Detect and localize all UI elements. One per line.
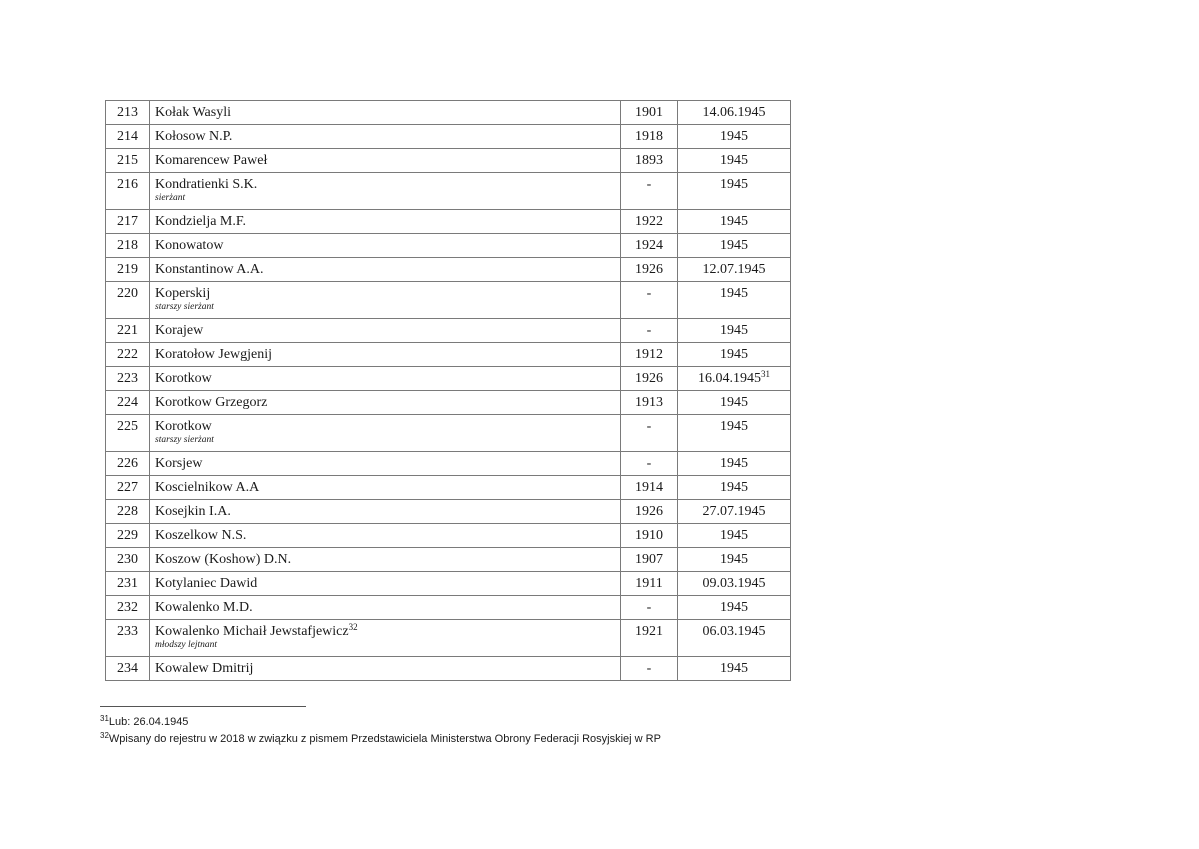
table-row: [106, 572, 791, 596]
table-row: [106, 500, 791, 524]
person-name: Kołosow N.P.: [155, 129, 233, 144]
table-row: [106, 343, 791, 367]
death-date-cell: [678, 282, 791, 319]
person-name: Kosejkin I.A.: [155, 504, 231, 519]
person-name: Kotylaniec Dawid: [155, 576, 258, 591]
death-date-cell: [678, 391, 791, 415]
birth-year-cell: -: [621, 596, 678, 620]
death-date: 1945: [720, 286, 748, 301]
death-date: 1945: [720, 129, 748, 144]
footnote-text: Lub: 26.04.1945: [108, 716, 189, 728]
birth-year-cell: 1918: [621, 125, 678, 149]
table-body: [106, 101, 791, 681]
table-row: [106, 476, 791, 500]
name-cell: [150, 524, 621, 548]
row-number-cell: 228: [106, 500, 150, 524]
person-name: Koperskij: [155, 286, 211, 301]
death-date: 1945: [720, 214, 748, 229]
death-date-cell: [678, 572, 791, 596]
death-date-cell: [678, 452, 791, 476]
birth-year-cell: 1926: [621, 500, 678, 524]
burial-register-table: [105, 100, 791, 681]
death-date-cell: [678, 234, 791, 258]
death-date: 14.06.1945: [702, 105, 766, 120]
birth-year-cell: -: [621, 657, 678, 681]
birth-year-cell: -: [621, 282, 678, 319]
row-number-cell: 233: [106, 620, 150, 657]
person-name: Kowalew Dmitrij: [155, 661, 254, 676]
name-cell: [150, 125, 621, 149]
person-name: Koszelkow N.S.: [155, 528, 247, 543]
death-date-cell: [678, 657, 791, 681]
death-date: 1945: [720, 323, 748, 338]
birth-year-cell: -: [621, 319, 678, 343]
death-date: 1945: [720, 177, 748, 192]
footnote-mark: 32: [100, 731, 109, 740]
birth-year-cell: 1922: [621, 210, 678, 234]
row-number-cell: 221: [106, 319, 150, 343]
birth-year-cell: 1911: [621, 572, 678, 596]
birth-year-cell: -: [621, 173, 678, 210]
row-number-cell: 231: [106, 572, 150, 596]
row-number-cell: 218: [106, 234, 150, 258]
row-number-cell: 213: [106, 101, 150, 125]
row-number-cell: 220: [106, 282, 150, 319]
military-rank: starszy sierżant: [155, 435, 214, 445]
person-name: Konstantinow A.A.: [155, 262, 264, 277]
death-date-cell: [678, 319, 791, 343]
name-cell: [150, 319, 621, 343]
name-cell: [150, 101, 621, 125]
military-rank: młodszy lejtnant: [155, 640, 218, 650]
table-row: [106, 452, 791, 476]
row-number-cell: 234: [106, 657, 150, 681]
row-number-cell: 230: [106, 548, 150, 572]
death-date: 1945: [720, 419, 748, 434]
name-cell: [150, 572, 621, 596]
table-row: [106, 234, 791, 258]
name-cell: [150, 476, 621, 500]
death-date: 09.03.1945: [702, 576, 766, 591]
birth-year-cell: 1913: [621, 391, 678, 415]
name-cell: [150, 548, 621, 572]
person-name: Konowatow: [155, 238, 224, 253]
person-name: Koscielnikow A.A: [155, 480, 260, 495]
name-cell: [150, 452, 621, 476]
person-name: Kondzielja M.F.: [155, 214, 247, 229]
table-row: [106, 149, 791, 173]
death-date-cell: [678, 125, 791, 149]
name-cell: [150, 500, 621, 524]
person-name: Koratołow Jewgjenij: [155, 347, 273, 362]
footnote-text: Wpisany do rejestru w 2018 w związku z pismem Przedstawiciela Ministerstwa Obrony Federacji Rosyjskiej w RP: [108, 733, 661, 745]
table-row: [106, 101, 791, 125]
footnote-ref: 31: [761, 369, 770, 379]
row-number-cell: 226: [106, 452, 150, 476]
row-number-cell: 227: [106, 476, 150, 500]
death-date-cell: [678, 343, 791, 367]
birth-year-cell: 1926: [621, 367, 678, 391]
death-date-cell: [678, 596, 791, 620]
person-name: Kowalenko Michaił Jewstafjewicz: [155, 624, 349, 639]
death-date: 1945: [720, 552, 748, 567]
table-row: [106, 173, 791, 210]
person-name: Koszow (Koshow) D.N.: [155, 552, 292, 567]
person-name: Kowalenko M.D.: [155, 600, 253, 615]
table-row: [106, 596, 791, 620]
person-name: Komarencew Paweł: [155, 153, 268, 168]
death-date: 1945: [720, 347, 748, 362]
row-number-cell: 224: [106, 391, 150, 415]
row-number-cell: 215: [106, 149, 150, 173]
birth-year-cell: 1901: [621, 101, 678, 125]
table-row: [106, 415, 791, 452]
name-cell: [150, 258, 621, 282]
name-cell: [150, 657, 621, 681]
footnote-31: [100, 714, 661, 731]
name-cell: [150, 282, 621, 319]
death-date-cell: [678, 415, 791, 452]
military-rank: sierżant: [155, 193, 186, 203]
birth-year-cell: -: [621, 452, 678, 476]
birth-year-cell: 1912: [621, 343, 678, 367]
table-row: [106, 657, 791, 681]
row-number-cell: 216: [106, 173, 150, 210]
birth-year-cell: 1924: [621, 234, 678, 258]
name-cell: [150, 415, 621, 452]
birth-year-cell: 1921: [621, 620, 678, 657]
death-date-cell: [678, 367, 791, 391]
name-cell: [150, 620, 621, 657]
birth-year-cell: 1910: [621, 524, 678, 548]
name-cell: [150, 173, 621, 210]
row-number-cell: 222: [106, 343, 150, 367]
table-row: [106, 258, 791, 282]
death-date-cell: [678, 500, 791, 524]
death-date-cell: [678, 258, 791, 282]
death-date: 1945: [720, 456, 748, 471]
name-cell: [150, 391, 621, 415]
row-number-cell: 223: [106, 367, 150, 391]
table-row: [106, 620, 791, 657]
death-date-cell: [678, 210, 791, 234]
person-name: Korotkow: [155, 419, 212, 434]
military-rank: starszy sierżant: [155, 302, 214, 312]
footnote-32: [100, 731, 661, 748]
row-number-cell: 229: [106, 524, 150, 548]
name-cell: [150, 343, 621, 367]
footnote-mark: 31: [100, 714, 109, 723]
death-date-cell: [678, 101, 791, 125]
person-name: Kondratienki S.K.: [155, 177, 258, 192]
row-number-cell: 214: [106, 125, 150, 149]
death-date: 16.04.1945: [698, 371, 761, 386]
death-date-cell: [678, 476, 791, 500]
name-cell: [150, 234, 621, 258]
person-name: Kołak Wasyli: [155, 105, 231, 120]
death-date-cell: [678, 620, 791, 657]
name-cell: [150, 149, 621, 173]
person-name: Korsjew: [155, 456, 203, 471]
footnote-separator: [100, 706, 306, 707]
name-cell: [150, 596, 621, 620]
birth-year-cell: 1907: [621, 548, 678, 572]
table-row: [106, 367, 791, 391]
birth-year-cell: 1893: [621, 149, 678, 173]
person-name: Korotkow: [155, 371, 212, 386]
death-date-cell: [678, 548, 791, 572]
name-cell: [150, 210, 621, 234]
row-number-cell: 217: [106, 210, 150, 234]
death-date: 27.07.1945: [702, 504, 766, 519]
row-number-cell: 219: [106, 258, 150, 282]
birth-year-cell: 1914: [621, 476, 678, 500]
table-row: [106, 548, 791, 572]
name-cell: [150, 367, 621, 391]
table-row: [106, 319, 791, 343]
person-name: Korajew: [155, 323, 204, 338]
birth-year-cell: 1926: [621, 258, 678, 282]
table-row: [106, 210, 791, 234]
birth-year-cell: -: [621, 415, 678, 452]
death-date: 1945: [720, 661, 748, 676]
person-name: Korotkow Grzegorz: [155, 395, 268, 410]
table-row: [106, 524, 791, 548]
death-date: 1945: [720, 600, 748, 615]
table-row: [106, 125, 791, 149]
death-date: 12.07.1945: [702, 262, 766, 277]
death-date-cell: [678, 524, 791, 548]
death-date: 1945: [720, 528, 748, 543]
row-number-cell: 232: [106, 596, 150, 620]
death-date-cell: [678, 149, 791, 173]
death-date-cell: [678, 173, 791, 210]
row-number-cell: 225: [106, 415, 150, 452]
table-row: [106, 391, 791, 415]
footnotes: [100, 714, 661, 748]
death-date: 06.03.1945: [702, 624, 766, 639]
death-date: 1945: [720, 480, 748, 495]
death-date: 1945: [720, 153, 748, 168]
footnote-ref: 32: [348, 622, 358, 632]
table-row: [106, 282, 791, 319]
death-date: 1945: [720, 238, 748, 253]
death-date: 1945: [720, 395, 748, 410]
